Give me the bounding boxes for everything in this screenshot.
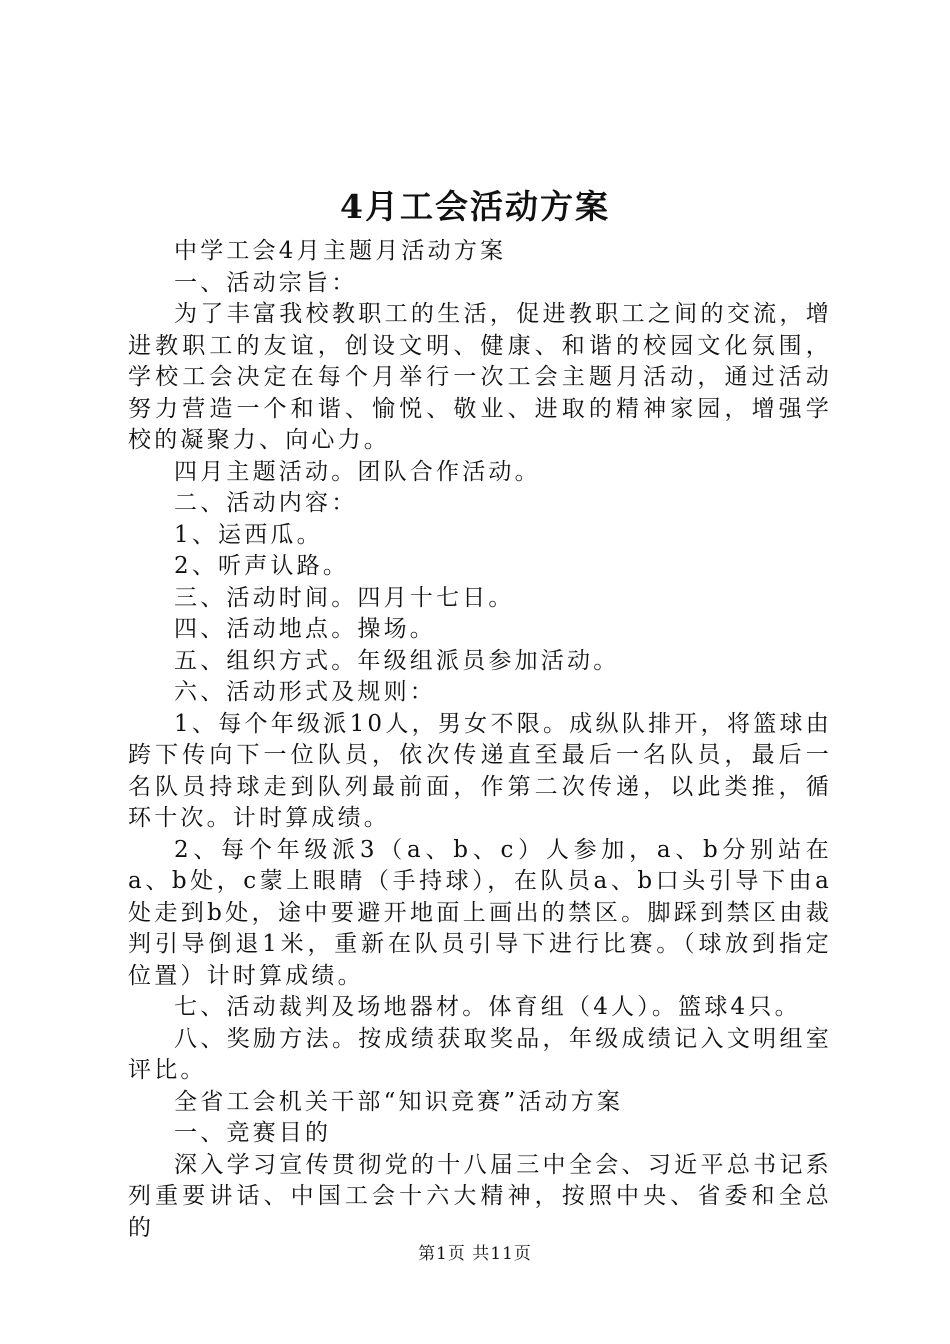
section-heading: 全省工会机关干部“知识竞赛”活动方案 [174,1088,624,1115]
document-body [128,236,832,1244]
paragraph: 2、听声认路。 [174,553,350,579]
paragraph: 一、活动宗旨： [174,269,358,296]
paragraph: 1、每个年级派10人，男女不限。成纵队排开，将篮球由跨下传向下一位队员，依次传递直至最后一名队员，最后一名队员持球走到队列最前面，作第二次传递，以此类推，循环十次。计时算成绩。 [128,710,832,831]
paragraph: 六、活动形式及规则： [174,679,436,705]
paragraph: 二、活动内容： [174,490,358,516]
paragraph: 四月主题活动。团队合作活动。 [174,458,541,485]
document-title: 4月工会活动方案 [340,187,610,226]
paragraph: 一、竞赛目的 [174,1120,332,1146]
paragraph: 2、每个年级派3（a、b、c）人参加，a、b分别站在a、b处，c蒙上眼睛（手持球），在队员a、b口头引导下由a处走到b处，途中要避开地面上画出的禁区。脚踩到禁区由裁判引导倒退1米，重新在队员引导下进行比赛。（球放到指定位置）计时算成绩。 [128,836,832,989]
paragraph: 三、活动时间。四月十七日。 [174,584,515,611]
paragraph: 深入学习宣传贯彻党的十八届三中全会、习近平总书记系列重要讲话、中国工会十六大精神，按照中央、省委和全总的 [128,1151,832,1241]
page-footer: 第1页 共11页 [418,1244,532,1264]
paragraph: 四、活动地点。操场。 [174,616,436,642]
paragraph: 为了丰富我校教职工的生活，促进教职工之间的交流，增进教职工的友谊，创设文明、健康、和谐的校园文化氛围，学校工会决定在每个月举行一次工会主题月活动，通过活动努力营造一个和谐、愉悦、敬业、进取的精神家园，增强学校的凝聚力、向心力。 [128,301,832,453]
paragraph: 五、组织方式。年级组派员参加活动。 [174,647,620,674]
section-heading: 中学工会4月主题月活动方案 [174,238,507,264]
paragraph: 八、奖励方法。按成绩获取奖品，年级成绩记入文明组室评比。 [128,1025,832,1083]
paragraph: 七、活动裁判及场地器材。体育组（4人）。篮球4只。 [174,994,801,1020]
paragraph: 1、运西瓜。 [174,521,323,548]
